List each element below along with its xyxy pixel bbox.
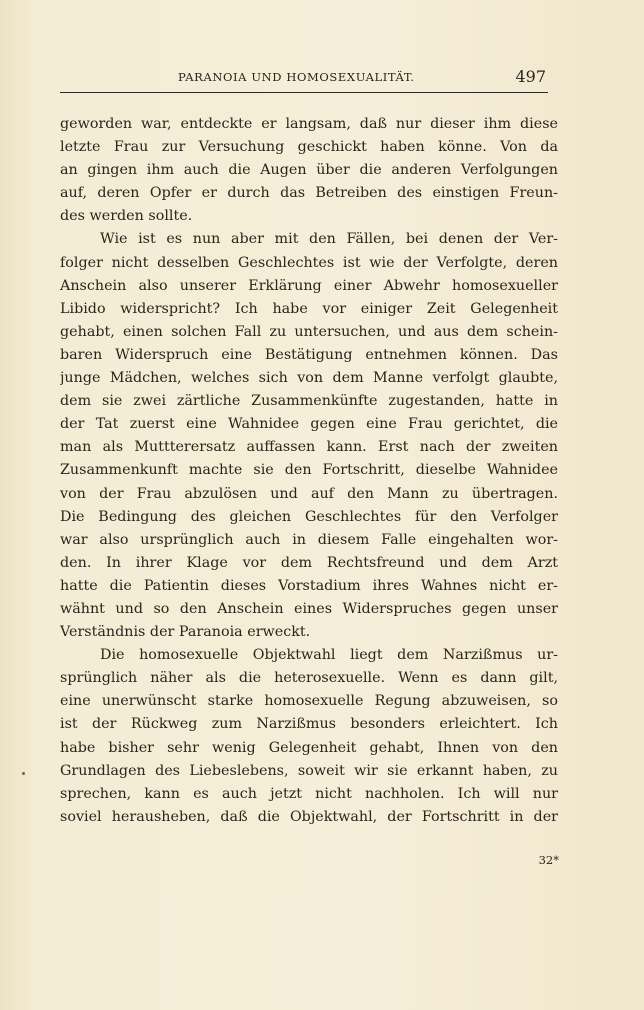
text-line: Zusammenkunft machte sie den Fortschritt, dieselbe Wahnidee (60, 462, 558, 479)
text-line: sprünglich näher als die heterosexuelle. Wenn es dann gilt, (60, 670, 558, 687)
text-line: gehabt, einen solchen Fall zu untersuchen, und aus dem schein- (60, 323, 558, 340)
body-text (60, 113, 558, 829)
text-line: des werden sollte. (60, 208, 193, 225)
text-line: auf, deren Opfer er durch das Betreiben des einstigen Freun- (60, 185, 558, 202)
text-line: hatte die Patientin dieses Vorstadium ihres Wahnes nicht er- (60, 577, 558, 594)
signature-mark: 32* (538, 853, 559, 867)
text-line: Wie ist es nun aber mit den Fällen, bei denen der Ver- (100, 231, 558, 248)
text-line: ist der Rückweg zum Narzißmus besonders erleichtert. Ich (60, 716, 558, 733)
text-line: habe bisher sehr wenig Gelegenheit gehabt, Ihnen von den (60, 739, 558, 756)
text-line: junge Mädchen, welches sich von dem Manne verfolgt glaubte, (60, 370, 558, 387)
text-line: der Tat zuerst eine Wahnidee gegen eine Frau gerichtet, die (60, 416, 558, 433)
text-line: war also ursprünglich auch in diesem Falle eingehalten wor- (60, 531, 558, 548)
text-line: den. In ihrer Klage vor dem Rechtsfreund und dem Arzt (60, 554, 558, 571)
text-line: dem sie zwei zärtliche Zusammenkünfte zugestanden, hatte in (60, 393, 558, 410)
text-line: Libido widerspricht? Ich habe vor einiger Zeit Gelegenheit (60, 300, 558, 317)
text-line: Anschein also unserer Erklärung einer Abwehr homosexueller (60, 277, 558, 294)
text-line: wähnt und so den Anschein eines Widerspruches gegen unser (60, 600, 558, 617)
text-line: soviel herausheben, daß die Objektwahl, der Fortschritt in der (60, 808, 558, 825)
text-line: Die Bedingung des gleichen Geschlechtes für den Verfolger (60, 508, 558, 525)
text-line: baren Widerspruch eine Bestätigung entnehmen können. Das (60, 346, 558, 363)
text-line: man als Muttterersatz auffassen kann. Erst nach der zweiten (60, 439, 558, 456)
text-line: Die homosexuelle Objektwahl liegt dem Narzißmus ur- (100, 647, 558, 664)
text-line: an gingen ihm auch die Augen über die anderen Verfolgungen (60, 162, 558, 179)
page-number: 497 (515, 67, 546, 86)
text-line: eine unerwünscht starke homosexuelle Regung abzuweisen, so (60, 693, 558, 710)
running-title: PARANOIA UND HOMOSEXUALITÄT. (178, 70, 415, 84)
paper-speck (22, 772, 25, 775)
running-head (60, 66, 548, 93)
text-line: von der Frau abzulösen und auf den Mann zu übertragen. (60, 485, 558, 502)
text-line: Verständnis der Paranoia erweckt. (60, 624, 311, 641)
text-line: letzte Frau zur Versuchung geschickt haben könne. Von da (60, 139, 558, 156)
text-line: geworden war, entdeckte er langsam, daß nur dieser ihm diese (60, 116, 558, 132)
text-line: folger nicht desselben Geschlechtes ist wie der Verfolgte, deren (60, 254, 558, 271)
text-line: sprechen, kann es auch jetzt nicht nachholen. Ich will nur (60, 785, 558, 802)
text-line: Grundlagen des Liebeslebens, soweit wir sie erkannt haben, zu (60, 762, 558, 779)
